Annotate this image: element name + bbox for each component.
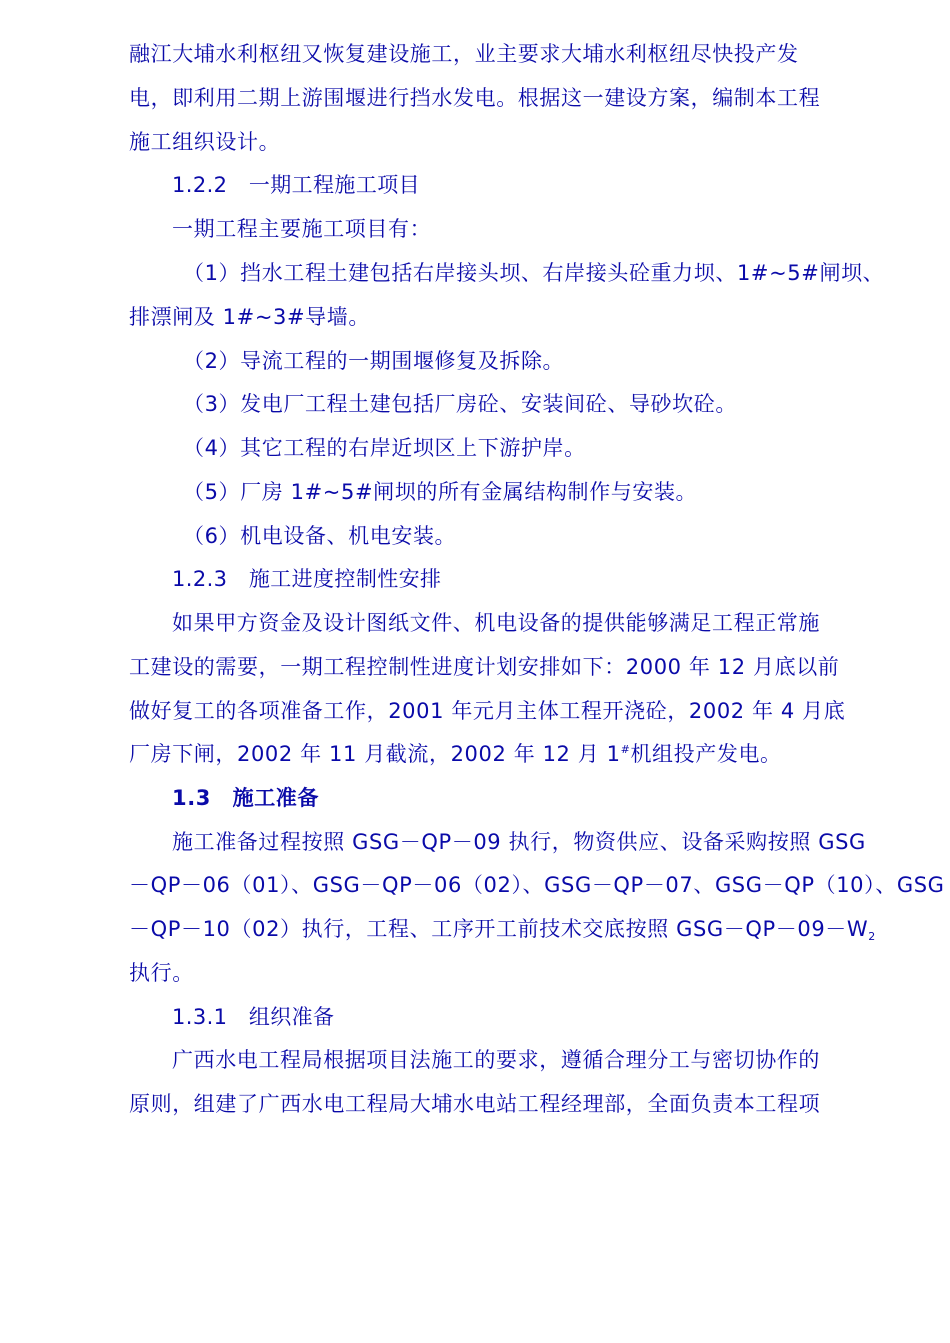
text-run: 机组投产发电。 bbox=[630, 742, 782, 766]
paragraph-line: 原则，组建了广西水电工程局大埔水电站工程经理部，全面负责本工程项 bbox=[129, 1092, 821, 1116]
paragraph-line: 工建设的需要，一期工程控制性进度计划安排如下：2000 年 12 月底以前 bbox=[129, 655, 840, 679]
subscript-mark: 2 bbox=[868, 930, 876, 943]
section-heading-1-3: 1.3 施工准备 bbox=[172, 786, 320, 810]
list-item: （2）导流工程的一期围堰修复及拆除。 bbox=[183, 349, 565, 373]
superscript-mark: # bbox=[620, 743, 631, 756]
list-item: （1）挡水工程土建包括右岸接头坝、右岸接头砼重力坝、1#~5#闸坝、 bbox=[183, 261, 885, 285]
list-item: （6）机电设备、机电安装。 bbox=[183, 524, 457, 548]
paragraph-line: 一期工程主要施工项目有： bbox=[172, 217, 432, 241]
paragraph-line: －QP－06（01）、GSG－QP－06（02）、GSG－QP－07、GSG－QP（10）、GSG bbox=[129, 873, 945, 897]
paragraph-line bbox=[129, 732, 829, 776]
paragraph-line: 融江大埔水利枢纽又恢复建设施工，业主要求大埔水利枢纽尽快投产发 bbox=[129, 42, 799, 66]
paragraph-line: 电，即利用二期上游围堰进行挡水发电。根据这一建设方案，编制本工程 bbox=[129, 86, 821, 110]
paragraph-line: 做好复工的各项准备工作，2001 年元月主体工程开浇砼，2002 年 4 月底 bbox=[129, 699, 846, 723]
paragraph-line: 施工组织设计。 bbox=[129, 130, 281, 154]
text-run: －QP－10（02）执行，工程、工序开工前技术交底按照 GSG－QP－09－W bbox=[129, 917, 869, 941]
paragraph-line: 执行。 bbox=[129, 961, 194, 985]
paragraph-line bbox=[129, 907, 876, 951]
list-item-continuation: 排漂闸及 1#~3#导墙。 bbox=[129, 305, 370, 329]
paragraph-line: 如果甲方资金及设计图纸文件、机电设备的提供能够满足工程正常施 bbox=[172, 611, 820, 635]
list-item: （5）厂房 1#~5#闸坝的所有金属结构制作与安装。 bbox=[183, 480, 698, 504]
paragraph-line: 广西水电工程局根据项目法施工的要求，遵循合理分工与密切协作的 bbox=[172, 1048, 820, 1072]
section-heading-1-2-2: 1.2.2 一期工程施工项目 bbox=[172, 173, 421, 197]
section-heading-1-2-3: 1.2.3 施工进度控制性安排 bbox=[172, 567, 442, 591]
text-run: 厂房下闸，2002 年 11 月截流，2002 年 12 月 1 bbox=[129, 742, 621, 766]
list-item: （3）发电厂工程土建包括厂房砼、安装间砼、导砂坎砼。 bbox=[183, 392, 737, 416]
paragraph-line: 施工准备过程按照 GSG－QP－09 执行，物资供应、设备采购按照 GSG bbox=[172, 830, 866, 854]
list-item: （4）其它工程的右岸近坝区上下游护岸。 bbox=[183, 436, 586, 460]
section-heading-1-3-1: 1.3.1 组织准备 bbox=[172, 1005, 335, 1029]
